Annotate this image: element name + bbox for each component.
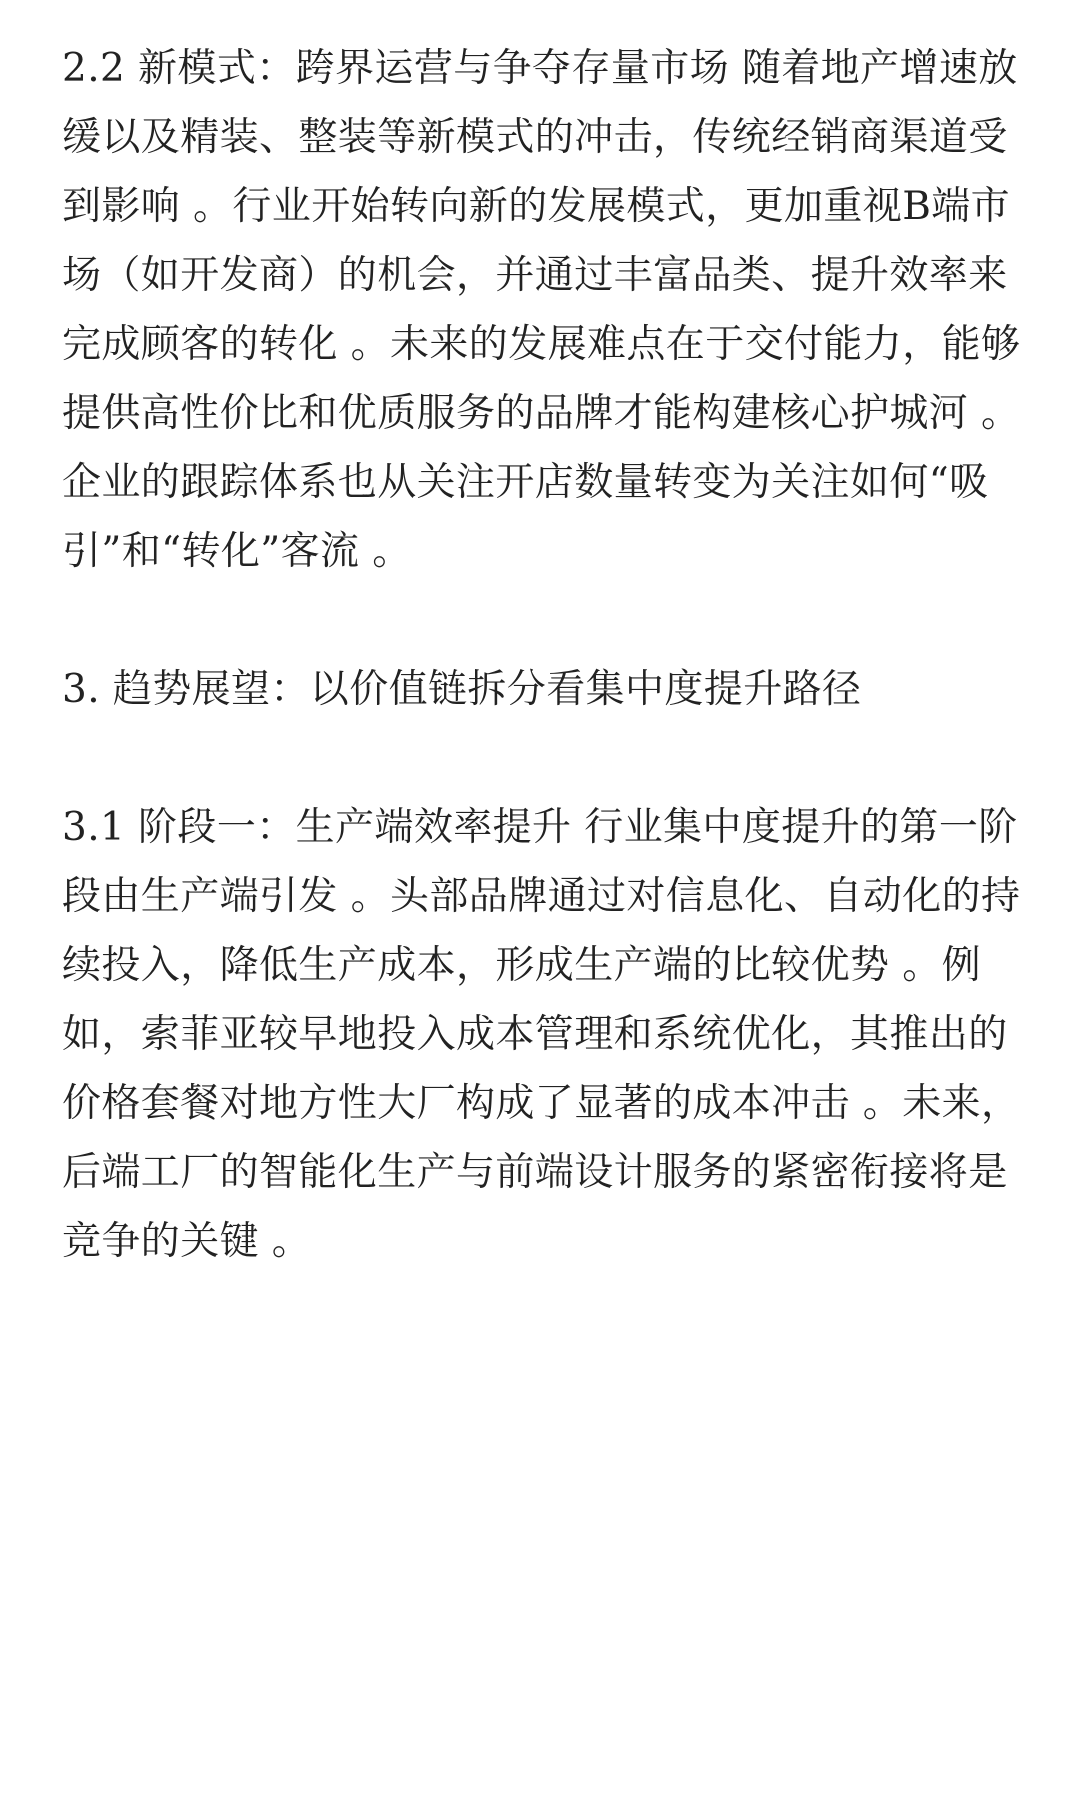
paragraph-section-3-1: 3.1 阶段一：生产端效率提升 行业集中度提升的第一阶段由生产端引发 。头部品牌通过对信息化、自动化的持续投入，降低生产成本，形成生产端的比较优势 。例如，索菲亚较早地投入成本管理和系统优化，其推出的价格套餐对地方性大厂构成了显著的成本冲击 。未来，后端工厂的智能化生产与前端设计服务的紧密衔接将是竞争的关键 。: [62, 805, 1021, 1264]
article-body: [62, 34, 1028, 1276]
paragraph-spacer: [62, 586, 1028, 655]
paragraph-spacer: [62, 724, 1028, 793]
section-3-heading: 3. 趋势展望：以价值链拆分看集中度提升路径: [62, 667, 862, 712]
paragraph-section-2-2: 2.2 新模式：跨界运营与争夺存量市场 随着地产增速放缓以及精装、整装等新模式的冲击，传统经销商渠道受到影响 。行业开始转向新的发展模式，更加重视B端市场（如开发商）的机会，并通过丰富品类、提升效率来完成顾客的转化 。未来的发展难点在于交付能力，能够提供高性价比和优质服务的品牌才能构建核心护城河 。企业的跟踪体系也从关注开店数量转变为关注如何“吸引”和“转化”客流 。: [62, 46, 1021, 574]
